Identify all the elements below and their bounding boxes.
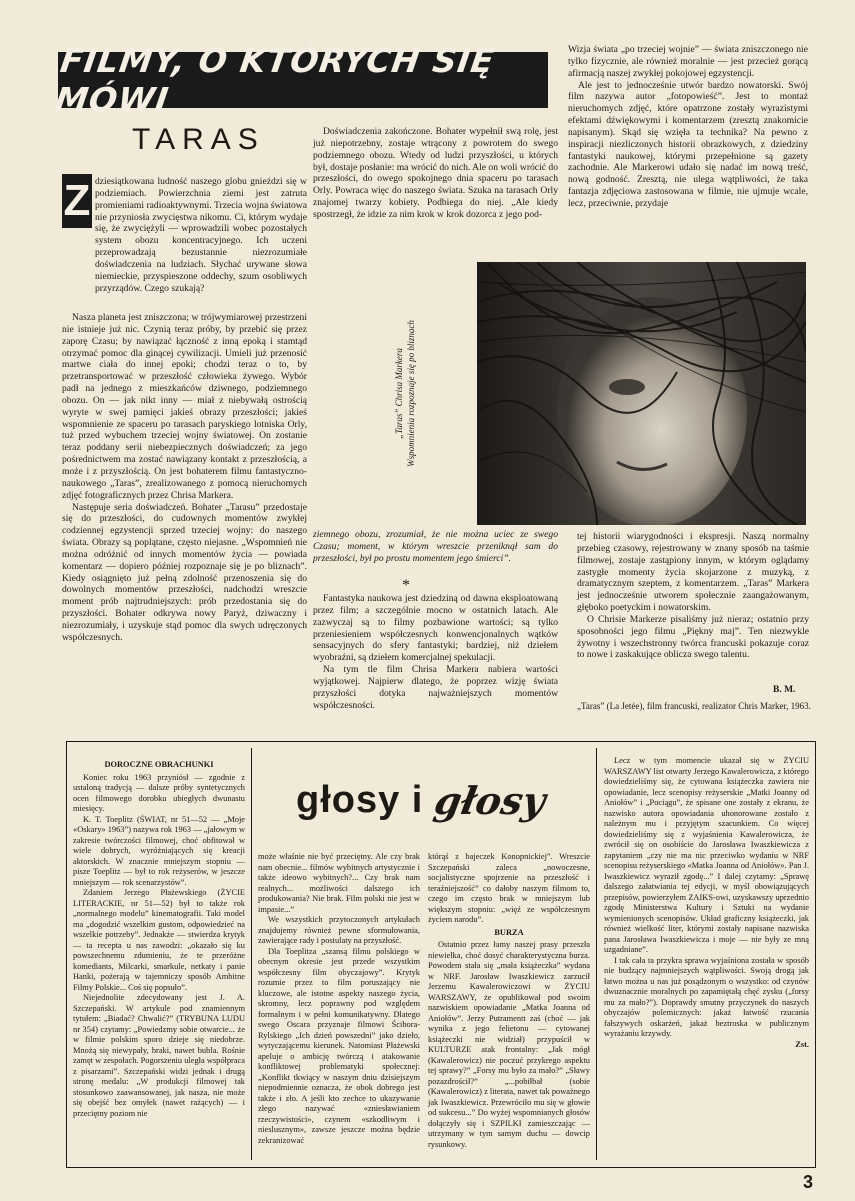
- press-paragraph: Lecz w tym momencie ukazał się w ŻYCIU WARSZAWY list otwarty Jerzego Kawalerowicza, z którego dowiedzieliśmy się, że cytowana książeczka zawiera nie opowiadanie, lecz scenopisy reżyserskie „Matki Joanny od Aniołów” i „Pociągu”, że spisane one zostały z ekranu, że nazwisko autora opowiadania uhonorowane zostało z należnym mu i przyjętym szacunkiem. Co więcej dowiedzieliśmy się z wyjaśnienia Kawalerowicza, że zwrócił się on osobiście do Jarosława Iwaszkiewicza z zapytaniem „czy nie ma nic przeciwko wydaniu w NRF scenopisu reżyserskiego «Matka Joanna od Aniołów». Pan J. Iwaszkiewicz wyraził zgodę...” I dalej czytamy: „Sprawę dalszego załatwiania tej edycji, w myśl obowiązujących przepisów, powierzyłem ZAIKS-owi, uzyskawszy uprzednio zgodę Ministerstwa Kultury i Sztuki na wydanie wymienionych scenopisów. Układ graficzny książeczki, jak również wielkość liter, którymi zostały napisane nazwiska pana Jarosława Iwaszkiewicza i moje — nie były ze mną uzgadniane”.: [604, 756, 809, 954]
- section-separator-star: *: [402, 577, 410, 594]
- press-paragraph: I tak cała ta przykra sprawa wyjaśniona została w sposób nie budzący najmniejszych wątpliwości. Swoją drogą jak łatwo można u nas już posądzonym o wszystko: od czynów dwuznacznie moralnych po zapamiętałą chęć zysku („forsy mu za mało?”). Doprawdy smutny przyczynek do naszych obyczajów polemicznych: jakaż łatwość rzucania fałszywych oskarżeń, jakaż beztroska w publicznym wyrażaniu krzywdy.: [604, 955, 809, 1038]
- article-paragraph: Ale jest to jednocześnie utwór bardzo nowatorski. Swój film nazywa autor „fotopowieść”. Jest to montaż nieruchomych zdjęć, które opatrzone zostały wyrazistymi efektami dźwiękowymi i komentarzem (zresztą znakomicie napisanym). Skąd się wzięła ta technika? Na pewno z inspiracji niezliczonych historii obrazkowych, z dziedziny fantastyki naukowej, którymi przepełnione są gazety zachodnie. Ale Markerowi udało się nadać im nową treść, nową godność. Zresztą, nie ulega wątpliwości, że taka fantazja zdjęciowa zastosowana w filmie, nie ujmuje wcale, lecz, przeciwnie, przydaje: [568, 79, 808, 209]
- press-review-left-column: [73, 758, 245, 1119]
- section-heading: DOROCZNE OBRACHUNKI: [104, 760, 214, 769]
- article-paragraph: tej historii wiarygodności i ekspresji. Naszą normalny przebieg czasowy, rejestrowany w znany sposób na taśmie filmowej, zostaje zastąpiony innym, w którym oglądamy zastygłe momenty życia skojarzone z muzyką, z dramatycznym szeptem, z komentarzem. „Taras” Markera jest jednocześnie utworem społecznie zaangażowanym, głęboko poetyckim i nowatorskim.: [577, 531, 809, 614]
- article-paragraph: Nasza planeta jest zniszczona; w trójwymiarowej przestrzeni nie istnieje już nic. Czynią teraz próby, by przebić się przez zaporę Czasu; by nawiązać łączność z inną epoką i stamtąd otrzymać pomoc dla ginącej cywilizacji. Umieli już przenosić martwe ciała do innej epoki; chodzi teraz o to, by przetransportować w przeszłość człowieka żywego. Wybór padł na jednego z mieszkańców dziwnego, podziemnego obozu. On — jak nikt inny — miał z niebywałą ostrością wyryte w swej pamięci jakieś obrazy przeszłości; jakieś wspomnienie ze spaceru po tarasach paryskiego lotniska Orly, tuż przed wybuchem trzeciej wojny światowej. On zostanie teraz poddany serii niebezpiecznych doświadczeń; za jego pośrednictwem ma zostać nawiązany kontakt z przeszłością, a może i z przyszłością. On jest bohaterem filmu fantastyczno-naukowego „Taras”, zrealizowanego z pomocą nieruchomych zdjęć fotograficznych przez Chrisa Markera.: [62, 312, 307, 501]
- press-paragraph: Dla Toeplitza „szansą filmu polskiego w obecnym okresie jest przede wszystkim współczesny film obyczajowy”. Krytyk rozumie przez to film poruszający nie kluczowe, ale istotne aspekty naszego życia, skromny, lecz poprawny pod względem formalnym i w pełni komunikatywny. Dlatego swego Oscara przyznaje filmowi Ścibora-Rylskiego „Ich dzień powszedni” jako dzieło, wytyczającemu kierunek. Natomiast Płażewski apeluje o ambicję twórczą i atakowanie konfliktowej problematyki społecznej: „Konflikt tkwiący w naszym dniu dzisiejszym niepodmiennie oznacza, że obok dobrego jest także i zło. A jeśli kto zechce to ukazywanie złego nazywać «zniesławianiem rzeczywistości», czynem «szkodliwym i nieslusznym», zawsze jeszcze można będzie zekranizować: [258, 946, 420, 1145]
- film-still-photo: [477, 262, 806, 525]
- article-column-2-bottom-cont: [313, 593, 558, 711]
- article-column-3-bottom: [577, 531, 809, 661]
- article-column-3-top: [568, 44, 808, 210]
- press-paragraph: Niejednolite zdecydowany jest J. A. Szczepański. W artykule pod znamiennym tytułem: „Biadać? Chwalić?” (TRYBUNA LUDU nr 354) czytamy: „Powiedzmy sobie otwarcie... że w filmie polskim sporo dzieje się niedobrze. Mnożą się niewypały, braki, nawet bubla. Rośnie zamęt w zespołach. Pogorszeniu uległa współpraca z pisarzami”. Szczepański widzi jednak i drugą stronę medalu: „W produkcji filmowej tak stosunkowo zaawansowanej, jak nasza, nie może się obejść bez omyłek (nawet rażących) — i przeciętny poziom nie: [73, 993, 245, 1118]
- section-headline: FILMY, O KTÓRYCH SIĘ MÓWI: [52, 41, 498, 119]
- press-review-middle-column-1: [258, 852, 420, 1146]
- drop-cap: Z: [62, 174, 92, 228]
- article-signature: B. M.: [773, 685, 796, 695]
- film-credit-note: „Taras” (La Jetée), film francuski, realizator Chris Marker, 1963.: [577, 701, 811, 711]
- press-review-right-column: [604, 756, 809, 1050]
- column-divider: [596, 748, 597, 1160]
- press-signature: Zst.: [795, 1039, 809, 1049]
- glosy-title: [296, 772, 586, 828]
- glosy-title-part2: głosy: [431, 777, 550, 823]
- article-paragraph: Doświadczenia zakończone. Bohater wypełnił swą rolę, jest już niepotrzebny, zostaje wtrącony z powrotem do swego podziemnego obozu. Wtedy od ludzi przyszłości, u których był, dostaje posłanie: ma wrócić do nich. Ale on woli wrócić do przeszłości, do owego spokojnego dnia spaceru po tarasach Orly. Powraca więc do naszego świata. Szuka na tarasach Orly znajomej twarzy kobiety. Podbiega do niej. „Ale kiedy spostrzegł, że idzie za nim krok w krok dozorca z jego pod-: [313, 126, 558, 220]
- article-paragraph: ziemnego obozu, zrozumiał, że nie można uciec ze swego Czasu; moment, w którym wreszcie przeniknął sam do przeszłości, był po prostu momentem jego śmierci”.: [313, 529, 558, 564]
- photo-caption: [393, 262, 423, 525]
- press-paragraph: Zdaniem Jerzego Płażewskiego (ŻYCIE LITERACKIE, nr 51—52) był to także rok „normalnego modelu” kinematografii. Taki model ma „dogodzić wszelkim gustom, odpowiedzieć na wszelkie potrzeby”. Jednakże — stwierdza krytyk — ta recepta u nas zawodzi: „okazało się ku powszechnemu zdumieniu, że te przeróżne komediants, Milcarki, smarkule, netkaty i panie Hanki, pożerają w tajemniczy sposób Ambitne Filmy Polskie... Coś się popsuło”.: [73, 888, 245, 992]
- woman-face-image: [477, 262, 806, 525]
- article-paragraph: O Chrisie Markerze pisaliśmy już nieraz; ostatnio przy sposobności jego filmu „Piękny maj”. Ten niezwykle żywotny i wszechstronny twórca francuski pokazuje coraz to nowe i zaskakujące oblicza swego talentu.: [577, 613, 809, 661]
- article-column-1-cont: [62, 312, 307, 644]
- section-headline-bar: [52, 41, 548, 119]
- press-review-middle-column-2: [428, 852, 590, 1150]
- press-paragraph: Koniec roku 1963 przyniósł — zgodnie z ustaloną tradycją — dalsze próby syntetycznych ocen filmowego dorobku ubiegłych dwunastu miesięcy.: [73, 772, 245, 813]
- column-divider: [251, 748, 252, 1160]
- press-paragraph: K. T. Toeplitz (ŚWIAT, nr 51—52 — „Moje «Oskary» 1963”) nazywa rok 1963 — „jałowym w zakresie twórczości filmowej, choć obfitował w wiele dobrych, wyróżniających się kreacji aktorskich. W znacznie mniejszym stopniu — pisze Toeplitz — był to rok reżyserów, w jeszcze mniejszym — rok scenarzystów”.: [73, 814, 245, 887]
- page-number: 3: [803, 1172, 814, 1192]
- press-paragraph: którąś z bajeczek Konopnickiej”. Wreszcie Szczepański zaleca „nowoczesne, socjalistyczne spojrzenie na przeszłość i teraźniejszość” co dałoby naszym filmom to, czego im często brak w mniejszym lub większym stopniu: „więź ze współczesnym życiem narodu”.: [428, 852, 590, 924]
- press-paragraph: może właśnie nie być przeciętny. Ale czy brak nam obecnie... filmów wybitnych artystycznie i także ideowo wybitnych?... Czy brak nam realnych... możliwości dalszego ich produkowania? Nie brak. Film polski nie jest w impasie...”: [258, 852, 420, 914]
- press-paragraph: We wszystkich przytoczonych artykułach znajdujemy również pewne sformułowania, zawierające rady i postulaty na przyszłość.: [258, 915, 420, 945]
- article-column-2-bottom: [313, 529, 558, 565]
- article-paragraph: Następuje seria doświadczeń. Bohater „Tarasu” przedostaje się do przeszłości, do cudownych momentów zwykłej codziennej egzystencji sprzed trzeciej wojny: do naszego świata. Obrazy są poplątane, często niejasne. „Wspomnień nie można odróżnić od innych momentów życia — powiada komentarz — dopiero później rozpoznaje się je po bliznach”. Kiedy osiągnięto już pełną zdolność przenoszenia się do dowolnych momentów przeszłości, nadchodzi wreszcie moment prób najtrudniejszych: prób przedostania się do przyszłości. Bohater odkrywa nowy Paryż, dziwaczny i niezrozumiały, i uzyskuje stąd pomoc dla swych udręczonych współczesnych.: [62, 501, 307, 643]
- section-heading: BURZA: [494, 927, 524, 937]
- glosy-title-part1: głosy i: [296, 778, 424, 821]
- article-paragraph: Na tym tle film Chrisa Markera nabiera wartości wyjątkowej. Najpierw dlatego, że poprzez wizję świata przyszłości dotyka najważniejszych momentów współczesności.: [313, 664, 558, 711]
- press-review-box: [66, 741, 816, 1168]
- article-paragraph: dziesiątkowana ludność naszego globu gnieździ się w podziemiach. Powierzchnia ziemi jest zatruta promieniami radioaktywnymi. Trzecia wojna światowa nie przyniosła zwycięstwa nikomu. Ci, którym wydaje się, że zwyciężyli — wprowadzili wobec pozostałych system obozu koncentracyjnego. Ich uczeni przeprowadzają bezustannie niezrozumiałe doświadczenia na ludziach. Słychać urywane słowa niemieckie, przyspieszone oddechy, szum osobliwych przyrządów. Czego szukają?: [95, 176, 307, 294]
- article-paragraph: Wizja świata „po trzeciej wojnie” — świata zniszczonego nie tylko fizycznie, ale również moralnie — jest przecież gorącą afirmacją naszej zwykłej pokojowej egzystencji.: [568, 44, 808, 79]
- article-paragraph: Fantastyka naukowa jest dziedziną od dawna eksploatowaną przez film; a szczególnie mocno w ostatnich latach. Ale zazwyczaj są to filmy pozbawione wartości; są tylko przeniesieniem współczesnych konwencjonalnych wątków sensacyjnych do sfery fantastyki; bardziej, niż dziełem wyobraźni, są dziełem komercjalnej spekulacji.: [313, 593, 558, 664]
- article-column-2-top: [313, 126, 558, 221]
- photo-caption-text: „Taras” Chrisa Markera Wspomnienia rozpoznaje się po bliznach: [394, 320, 416, 467]
- press-paragraph: Ostatnio przez łamy naszej prasy przeszła niewielka, choć dosyć charakterystyczna burza. Powodem stała się „mała książeczka” wydana w NRF. Jarosław Iwaszkiewicz zarzucił Jerzemu Kawalerowiczowi w ŻYCIU WARSZAWY, że opublikował pod swoim nazwiskiem opowiadanie „Matka Joanna od Aniołów”. Jerzy Putramentt zaś (choć — jak wynika z jego felietonu — cytowanej książeczki nie widział) przypuścił w KULTURZE atak frontalny: „Jak mógł (Kawalerowicz) nie poczuć przykrego aspektu tej sprawy?” „Forsy mu było za mało?” „Sławy pozazdrościł?” „...pobiłbał (sobie (Kawalerowicz) z literata, nawet tak poważnego jak Iwaszkiewicz. Przewróciło mu się w głowie od sukcesu...” Do wyżej wspomnianych głosów dołączyły się i SZPILKI zamieszczając — utrzymany w tym samym duchu — dowcip rysunkowy.: [428, 940, 590, 1149]
- article-title: TARAS: [132, 123, 265, 156]
- article-column-1: [95, 176, 307, 294]
